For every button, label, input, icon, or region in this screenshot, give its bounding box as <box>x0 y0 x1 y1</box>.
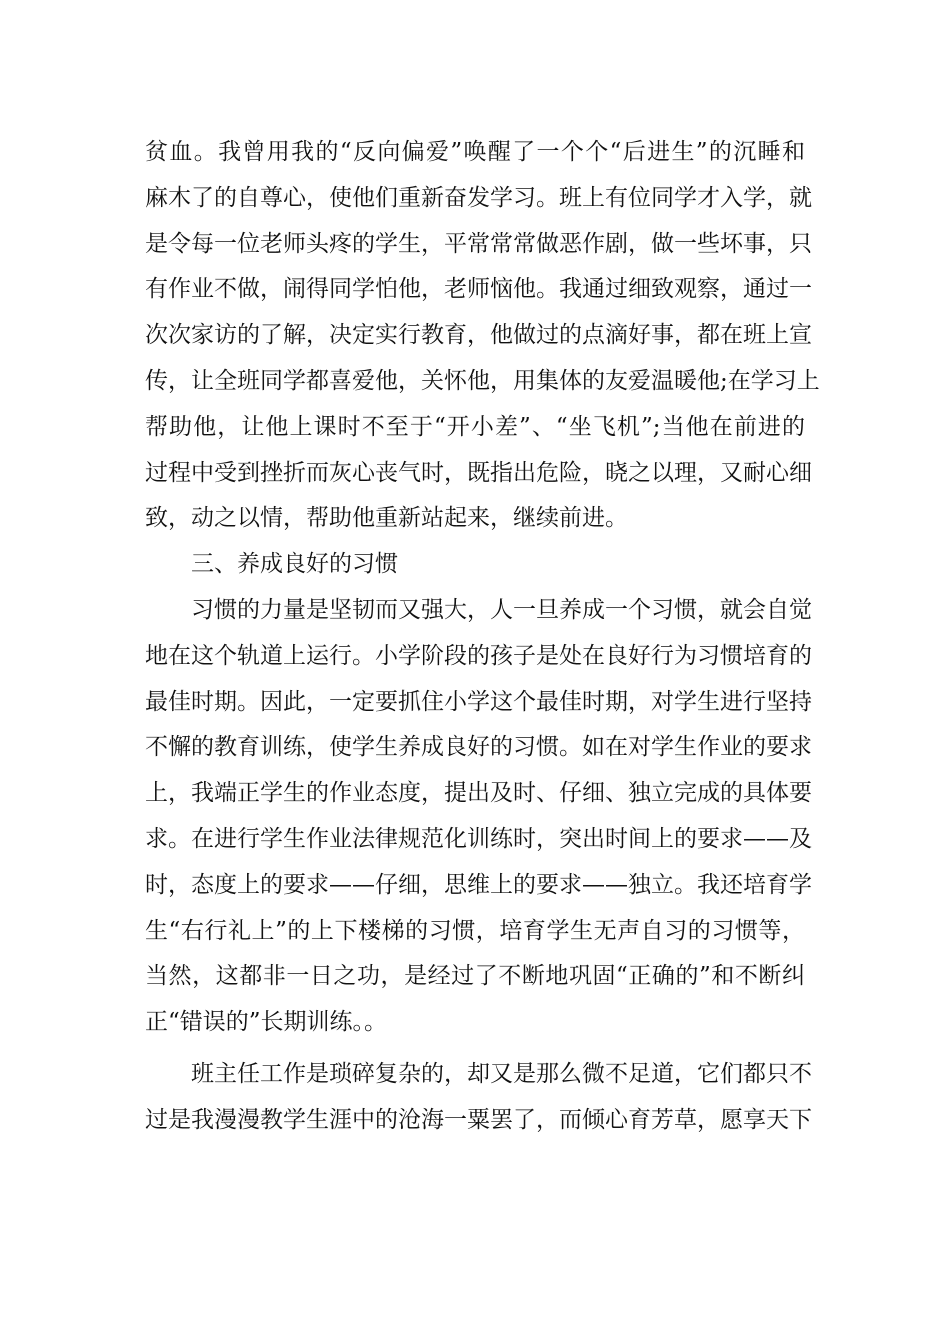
text-line: 班主任工作是琐碎复杂的，却又是那么微不足道，它们都只不 <box>191 1060 812 1087</box>
text-line: 是令每一位老师头疼的学生，平常常常做恶作剧，做一些坏事，只 <box>145 230 812 257</box>
text-line: 致，动之以情，帮助他重新站起来，继续前进。 <box>145 505 628 532</box>
text-line: 生“右行礼上”的上下楼梯的习惯，培育学生无声自习的习惯等， <box>145 917 805 944</box>
document-body <box>145 130 820 1144</box>
text-line: 有作业不做，闹得同学怕他，老师恼他。我通过细致观察，通过一 <box>145 276 812 303</box>
paragraph-3 <box>145 1052 812 1144</box>
text-line: 习惯的力量是坚韧而又强大，人一旦养成一个习惯，就会自觉 <box>191 596 812 623</box>
text-line: 不懈的教育训练，使学生养成良好的习惯。如在对学生作业的要求 <box>145 734 812 761</box>
text-line: 过程中受到挫折而灰心丧气时，既指出危险，晓之以理，又耐心细 <box>145 459 812 486</box>
text-line: 过是我漫漫教学生涯中的沧海一粟罢了，而倾心育芳草，愿享天下 <box>145 1106 812 1133</box>
text-line: 当然，这都非一日之功，是经过了不断地巩固“正确的”和不断纠 <box>145 963 805 990</box>
text-line: 求。在进行学生作业法律规范化训练时，突出时间上的要求——及 <box>145 825 812 852</box>
text-line: 地在这个轨道上运行。小学阶段的孩子是处在良好行为习惯培育的 <box>145 642 812 669</box>
text-line: 次次家访的了解，决定实行教育，他做过的点滴好事，都在班上宣 <box>145 322 812 349</box>
text-line: 贫血。我曾用我的“反向偏爱”唤醒了一个个“后进生”的沉睡和 <box>145 139 805 165</box>
paragraph-2 <box>145 588 812 1046</box>
text-line: 传，让全班同学都喜爱他，关怀他，用集体的友爱温暖他;在学习上 <box>145 367 820 394</box>
text-line: 麻木了的自尊心，使他们重新奋发学习。班上有位同学才入学，就 <box>145 184 812 211</box>
section-heading: 三、养成良好的习惯 <box>191 551 398 578</box>
paragraph-1 <box>145 130 820 542</box>
text-line: 上，我端正学生的作业态度，提出及时、仔细、独立完成的具体要 <box>145 780 812 807</box>
text-line: 时，态度上的要求——仔细，思维上的要求——独立。我还培育学 <box>145 871 812 898</box>
text-line: 最佳时期。因此，一定要抓住小学这个最佳时期，对学生进行坚持 <box>145 688 812 715</box>
text-line: 帮助他，让他上课时不至于“开小差”、“坐飞机”;当他在前进的 <box>145 413 805 440</box>
text-line: 正“错误的”长期训练。。 <box>145 1009 388 1036</box>
